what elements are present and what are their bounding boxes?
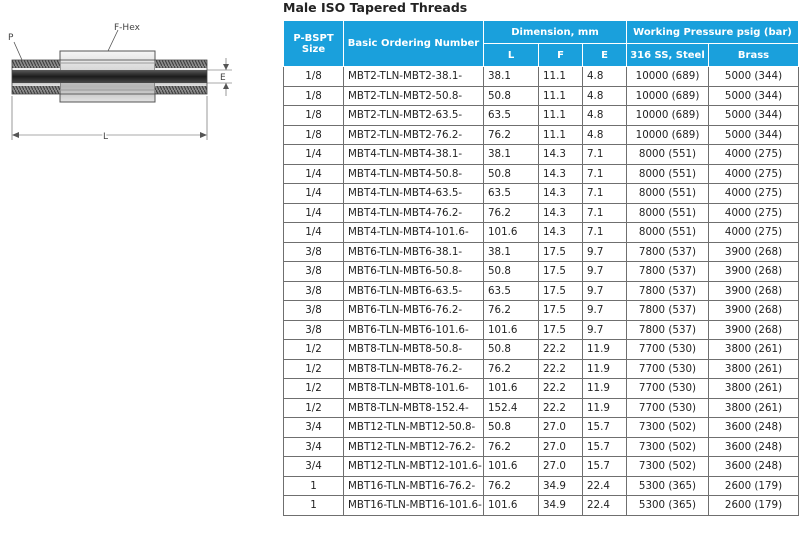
- cell-ordering-number: MBT12-TLN-MBT12-76.2-: [344, 437, 484, 457]
- header-e: E: [583, 44, 627, 67]
- cell-ordering-number: MBT2-TLN-MBT2-50.8-: [344, 86, 484, 106]
- cell-size: 1/8: [284, 106, 344, 126]
- header-pressure: Working Pressure psig (bar): [627, 21, 799, 44]
- cell-ordering-number: MBT12-TLN-MBT12-50.8-: [344, 418, 484, 438]
- cell-pressure-brass: 3800 (261): [709, 398, 799, 418]
- cell-size: 3/4: [284, 457, 344, 477]
- cell-f: 22.2: [539, 359, 583, 379]
- cell-ordering-number: MBT12-TLN-MBT12-101.6-: [344, 457, 484, 477]
- cell-pressure-ss: 10000 (689): [627, 86, 709, 106]
- table-row: [284, 340, 799, 360]
- cell-size: 1/4: [284, 164, 344, 184]
- cell-pressure-brass: 5000 (344): [709, 106, 799, 126]
- cell-ordering-number: MBT6-TLN-MBT6-63.5-: [344, 281, 484, 301]
- cell-l: 101.6: [484, 457, 539, 477]
- cell-pressure-brass: 5000 (344): [709, 67, 799, 87]
- table-row: [284, 106, 799, 126]
- cell-size: 3/4: [284, 418, 344, 438]
- cell-e: 7.1: [583, 203, 627, 223]
- cell-f: 27.0: [539, 437, 583, 457]
- cell-l: 50.8: [484, 86, 539, 106]
- cell-l: 76.2: [484, 359, 539, 379]
- cell-f: 14.3: [539, 184, 583, 204]
- cell-pressure-brass: 3900 (268): [709, 281, 799, 301]
- cell-pressure-ss: 8000 (551): [627, 145, 709, 165]
- cell-pressure-ss: 8000 (551): [627, 223, 709, 243]
- cell-l: 50.8: [484, 418, 539, 438]
- table-row: [284, 86, 799, 106]
- cell-size: 1/4: [284, 203, 344, 223]
- cell-size: 1/2: [284, 379, 344, 399]
- cell-f: 22.2: [539, 379, 583, 399]
- cell-ordering-number: MBT16-TLN-MBT16-101.6-: [344, 496, 484, 516]
- cell-pressure-brass: 4000 (275): [709, 203, 799, 223]
- cell-f: 14.3: [539, 145, 583, 165]
- cell-pressure-ss: 7800 (537): [627, 301, 709, 321]
- cell-pressure-brass: 3600 (248): [709, 418, 799, 438]
- left-thread: [12, 60, 60, 68]
- cell-size: 1/2: [284, 340, 344, 360]
- cell-f: 34.9: [539, 496, 583, 516]
- cell-ordering-number: MBT16-TLN-MBT16-76.2-: [344, 476, 484, 496]
- cell-size: 3/8: [284, 320, 344, 340]
- cell-e: 9.7: [583, 320, 627, 340]
- cell-f: 14.3: [539, 223, 583, 243]
- cell-l: 63.5: [484, 281, 539, 301]
- cell-pressure-brass: 3800 (261): [709, 359, 799, 379]
- cell-l: 63.5: [484, 106, 539, 126]
- cell-pressure-brass: 5000 (344): [709, 125, 799, 145]
- cell-ordering-number: MBT4-TLN-MBT4-50.8-: [344, 164, 484, 184]
- cell-l: 50.8: [484, 262, 539, 282]
- cell-l: 38.1: [484, 67, 539, 87]
- cell-pressure-brass: 3800 (261): [709, 379, 799, 399]
- cell-pressure-ss: 7700 (530): [627, 340, 709, 360]
- cell-pressure-brass: 4000 (275): [709, 184, 799, 204]
- table-row: [284, 476, 799, 496]
- cell-ordering-number: MBT4-TLN-MBT4-101.6-: [344, 223, 484, 243]
- table-row: [284, 125, 799, 145]
- cell-l: 63.5: [484, 184, 539, 204]
- cell-ordering-number: MBT4-TLN-MBT4-63.5-: [344, 184, 484, 204]
- cell-f: 14.3: [539, 164, 583, 184]
- cell-pressure-ss: 7700 (530): [627, 379, 709, 399]
- cell-size: 3/8: [284, 301, 344, 321]
- cell-ordering-number: MBT4-TLN-MBT4-38.1-: [344, 145, 484, 165]
- cell-pressure-ss: 8000 (551): [627, 164, 709, 184]
- table-row: [284, 67, 799, 87]
- cell-ordering-number: MBT6-TLN-MBT6-38.1-: [344, 242, 484, 262]
- cell-pressure-brass: 5000 (344): [709, 86, 799, 106]
- cell-ordering-number: MBT2-TLN-MBT2-63.5-: [344, 106, 484, 126]
- fitting-drawing: [0, 0, 250, 170]
- cell-e: 11.9: [583, 359, 627, 379]
- bore: [12, 70, 207, 83]
- cell-pressure-ss: 7700 (530): [627, 398, 709, 418]
- table-row: [284, 145, 799, 165]
- cell-ordering-number: MBT8-TLN-MBT8-152.4-: [344, 398, 484, 418]
- table-row: [284, 164, 799, 184]
- cell-pressure-ss: 7800 (537): [627, 242, 709, 262]
- cell-e: 9.7: [583, 301, 627, 321]
- cell-l: 50.8: [484, 340, 539, 360]
- cell-e: 9.7: [583, 242, 627, 262]
- cell-pressure-ss: 8000 (551): [627, 203, 709, 223]
- cell-f: 11.1: [539, 106, 583, 126]
- right-thread: [155, 60, 207, 68]
- cell-size: 1/8: [284, 86, 344, 106]
- cell-e: 7.1: [583, 164, 627, 184]
- cell-l: 101.6: [484, 223, 539, 243]
- cell-pressure-brass: 3600 (248): [709, 437, 799, 457]
- cell-size: 1: [284, 476, 344, 496]
- cell-pressure-ss: 5300 (365): [627, 476, 709, 496]
- cell-f: 17.5: [539, 242, 583, 262]
- cell-size: 1: [284, 496, 344, 516]
- table-row: [284, 301, 799, 321]
- cell-l: 76.2: [484, 476, 539, 496]
- header-ordering-number: Basic Ordering Number: [344, 21, 484, 67]
- cell-f: 34.9: [539, 476, 583, 496]
- header-l: L: [484, 44, 539, 67]
- cell-pressure-ss: 7800 (537): [627, 281, 709, 301]
- cell-pressure-brass: 3900 (268): [709, 262, 799, 282]
- cell-e: 15.7: [583, 457, 627, 477]
- cell-ordering-number: MBT6-TLN-MBT6-76.2-: [344, 301, 484, 321]
- header-ss: 316 SS, Steel: [627, 44, 709, 67]
- cell-pressure-brass: 3900 (268): [709, 242, 799, 262]
- cell-pressure-ss: 10000 (689): [627, 67, 709, 87]
- cell-e: 15.7: [583, 437, 627, 457]
- cell-ordering-number: MBT4-TLN-MBT4-76.2-: [344, 203, 484, 223]
- cell-pressure-brass: 3900 (268): [709, 320, 799, 340]
- cell-l: 38.1: [484, 242, 539, 262]
- cell-e: 22.4: [583, 476, 627, 496]
- cell-f: 11.1: [539, 86, 583, 106]
- cell-pressure-ss: 7300 (502): [627, 418, 709, 438]
- cell-e: 7.1: [583, 184, 627, 204]
- cell-ordering-number: MBT8-TLN-MBT8-76.2-: [344, 359, 484, 379]
- cell-pressure-ss: 7300 (502): [627, 437, 709, 457]
- cell-e: 9.7: [583, 262, 627, 282]
- cell-size: 1/4: [284, 184, 344, 204]
- cell-pressure-brass: 2600 (179): [709, 476, 799, 496]
- page-title: Male ISO Tapered Threads: [283, 0, 468, 15]
- label-p: P: [8, 33, 14, 43]
- table-row: [284, 379, 799, 399]
- table-row: [284, 223, 799, 243]
- cell-pressure-brass: 3600 (248): [709, 457, 799, 477]
- cell-e: 11.9: [583, 340, 627, 360]
- cell-ordering-number: MBT6-TLN-MBT6-50.8-: [344, 262, 484, 282]
- cell-size: 1/4: [284, 145, 344, 165]
- cell-e: 4.8: [583, 86, 627, 106]
- cell-pressure-ss: 5300 (365): [627, 496, 709, 516]
- cell-l: 101.6: [484, 379, 539, 399]
- cell-pressure-ss: 10000 (689): [627, 106, 709, 126]
- cell-size: 1/4: [284, 223, 344, 243]
- cell-pressure-ss: 8000 (551): [627, 184, 709, 204]
- cell-l: 152.4: [484, 398, 539, 418]
- cell-pressure-brass: 4000 (275): [709, 223, 799, 243]
- cell-ordering-number: MBT6-TLN-MBT6-101.6-: [344, 320, 484, 340]
- cell-pressure-brass: 2600 (179): [709, 496, 799, 516]
- cell-e: 22.4: [583, 496, 627, 516]
- table-row: [284, 320, 799, 340]
- table-row: [284, 359, 799, 379]
- cell-e: 7.1: [583, 145, 627, 165]
- table-row: [284, 203, 799, 223]
- cell-f: 17.5: [539, 301, 583, 321]
- cell-e: 15.7: [583, 418, 627, 438]
- cell-f: 11.1: [539, 67, 583, 87]
- cell-pressure-ss: 7300 (502): [627, 457, 709, 477]
- table-row: [284, 398, 799, 418]
- cell-ordering-number: MBT2-TLN-MBT2-38.1-: [344, 67, 484, 87]
- table-row: [284, 437, 799, 457]
- table-row: [284, 496, 799, 516]
- cell-f: 11.1: [539, 125, 583, 145]
- header-f: F: [539, 44, 583, 67]
- cell-pressure-brass: 4000 (275): [709, 164, 799, 184]
- cell-f: 17.5: [539, 281, 583, 301]
- cell-f: 22.2: [539, 340, 583, 360]
- table-row: [284, 184, 799, 204]
- cell-l: 50.8: [484, 164, 539, 184]
- cell-pressure-brass: 4000 (275): [709, 145, 799, 165]
- cell-e: 11.9: [583, 379, 627, 399]
- cell-size: 1/2: [284, 398, 344, 418]
- cell-l: 101.6: [484, 496, 539, 516]
- cell-f: 17.5: [539, 320, 583, 340]
- cell-e: 11.9: [583, 398, 627, 418]
- cell-ordering-number: MBT8-TLN-MBT8-50.8-: [344, 340, 484, 360]
- label-l: L: [103, 132, 109, 142]
- header-brass: Brass: [709, 44, 799, 67]
- cell-pressure-brass: 3900 (268): [709, 301, 799, 321]
- label-fhex: F-Hex: [114, 23, 140, 33]
- cell-f: 17.5: [539, 262, 583, 282]
- cell-f: 27.0: [539, 418, 583, 438]
- cell-pressure-ss: 7800 (537): [627, 320, 709, 340]
- cell-pressure-ss: 7800 (537): [627, 262, 709, 282]
- cell-size: 1/8: [284, 125, 344, 145]
- cell-ordering-number: MBT8-TLN-MBT8-101.6-: [344, 379, 484, 399]
- cell-l: 76.2: [484, 125, 539, 145]
- table-row: [284, 418, 799, 438]
- cell-l: 76.2: [484, 437, 539, 457]
- cell-size: 1/8: [284, 67, 344, 87]
- cell-e: 9.7: [583, 281, 627, 301]
- table-row: [284, 457, 799, 477]
- cell-size: 3/8: [284, 242, 344, 262]
- table-row: [284, 262, 799, 282]
- cell-l: 101.6: [484, 320, 539, 340]
- cell-size: 1/2: [284, 359, 344, 379]
- spec-table: [283, 20, 799, 516]
- cell-l: 76.2: [484, 203, 539, 223]
- cell-e: 4.8: [583, 106, 627, 126]
- cell-pressure-ss: 10000 (689): [627, 125, 709, 145]
- cell-ordering-number: MBT2-TLN-MBT2-76.2-: [344, 125, 484, 145]
- cell-size: 3/4: [284, 437, 344, 457]
- header-dimension: Dimension, mm: [484, 21, 627, 44]
- cell-f: 14.3: [539, 203, 583, 223]
- cell-size: 3/8: [284, 262, 344, 282]
- cell-pressure-brass: 3800 (261): [709, 340, 799, 360]
- cell-l: 38.1: [484, 145, 539, 165]
- table-row: [284, 281, 799, 301]
- label-e: E: [220, 73, 226, 83]
- cell-pressure-ss: 7700 (530): [627, 359, 709, 379]
- cell-e: 7.1: [583, 223, 627, 243]
- cell-l: 76.2: [484, 301, 539, 321]
- header-size: P-BSPT Size: [284, 21, 344, 67]
- cell-e: 4.8: [583, 67, 627, 87]
- table-row: [284, 242, 799, 262]
- cell-f: 22.2: [539, 398, 583, 418]
- cell-e: 4.8: [583, 125, 627, 145]
- cell-f: 27.0: [539, 457, 583, 477]
- cell-size: 3/8: [284, 281, 344, 301]
